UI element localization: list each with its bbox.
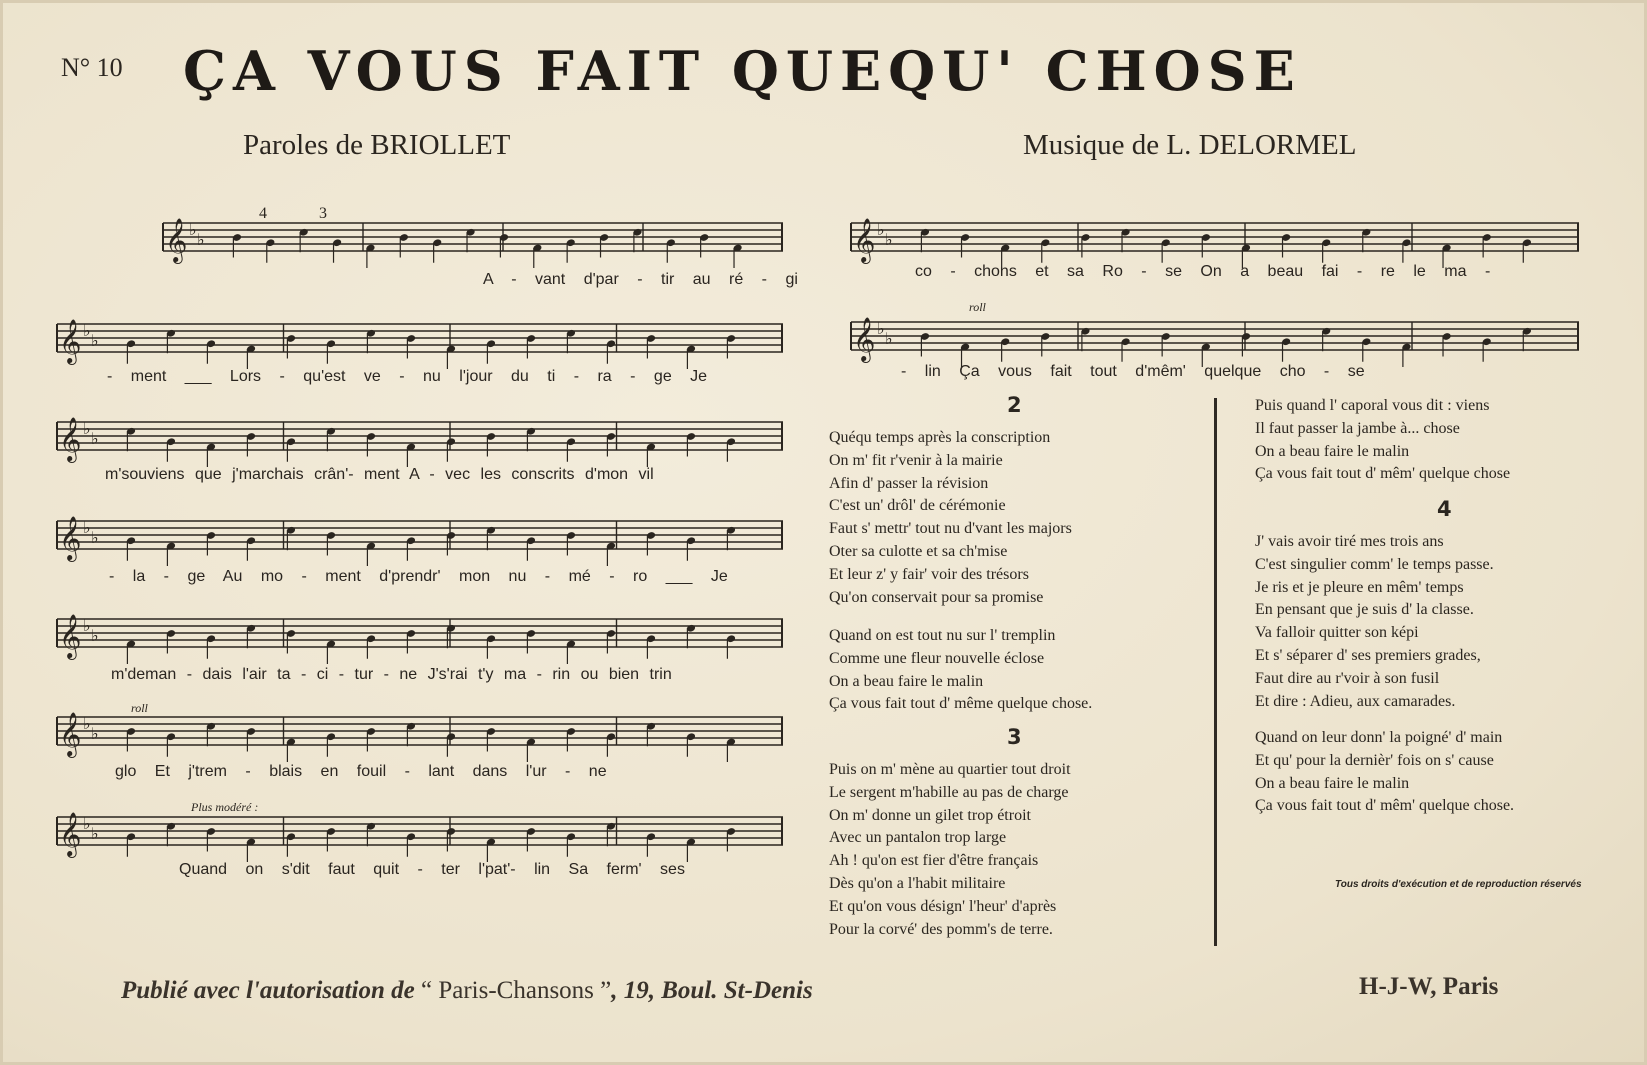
treble-clef-icon: 𝄞: [59, 614, 82, 658]
verse-line: C'est un' drôl' de cérémonie: [829, 497, 1006, 515]
lyric-line: m'deman - dais l'air ta - ci - tur - ne J's'rai t'y ma - rin ou bien trin: [111, 666, 672, 683]
verse-number: 3: [1007, 725, 1022, 749]
verse-line: On m' donne un gilet trop étroit: [829, 806, 1031, 824]
treble-clef-icon: 𝄞: [59, 319, 82, 363]
flat-icon: ♭: [83, 419, 91, 438]
verse-line: Faut dire au r'voir à son fusil: [1255, 669, 1440, 687]
verse-line: Ça vous fait tout d' mêm' quelque chose: [1255, 465, 1511, 483]
flat-icon: ♭: [877, 319, 885, 338]
music-staff: [57, 416, 783, 462]
treble-clef-icon: 𝄞: [59, 417, 82, 461]
roll-mark: roll: [131, 701, 148, 715]
tempo-mark: Plus modéré :: [191, 800, 259, 814]
verse-number: 2: [1007, 393, 1022, 417]
flat-icon: ♭: [877, 220, 885, 239]
music-staff: [57, 515, 783, 561]
verse-line: C'est singulier comm' le temps passe.: [1255, 555, 1494, 573]
printer-name: H-J-W, Paris: [1359, 973, 1499, 1000]
verse-line: Qu'on conservait pour sa promise: [829, 588, 1044, 606]
lyric-line: - ment ___ Lors - qu'est ve - nu l'jour du ti - ra - ge Je: [107, 368, 708, 385]
meter-mark: 4: [259, 205, 267, 222]
verse-line: Afin d' passer la révision: [829, 474, 989, 492]
music-staff: [57, 613, 783, 659]
flat-icon: ♭: [91, 724, 99, 743]
verse-line: Puis on m' mène au quartier tout droit: [829, 761, 1071, 778]
flat-icon: ♭: [91, 429, 99, 448]
flat-icon: ♭: [83, 616, 91, 635]
flat-icon: ♭: [83, 321, 91, 340]
verse-line: On a beau faire le malin: [1255, 442, 1410, 460]
verse-2-stanza-2: [829, 625, 1092, 716]
verse-line: Va falloir quitter son képi: [1255, 624, 1419, 642]
verse-line: Quéqu temps après la conscription: [829, 429, 1051, 446]
flat-icon: ♭: [91, 626, 99, 645]
lyricist-credit: Paroles de BRIOLLET: [243, 129, 511, 161]
verse-line: Dès qu'on a l'habit militaire: [829, 874, 1006, 892]
flat-icon: ♭: [885, 230, 893, 249]
treble-clef-icon: 𝄞: [165, 218, 188, 262]
lyric-line: - la - ge Au mo - ment d'prendr' mon nu - mé - ro ___ Je: [109, 568, 728, 585]
treble-clef-icon: 𝄞: [853, 317, 876, 361]
treble-clef-icon: 𝄞: [59, 712, 82, 756]
flat-icon: ♭: [189, 220, 197, 239]
verse-line: Il faut passer la jambe à... chose: [1255, 419, 1460, 437]
music-staff: [57, 711, 783, 757]
verse-line: J' vais avoir tiré mes trois ans: [1255, 533, 1444, 550]
verse-3-stanza-1: [829, 759, 1071, 941]
lyric-line: Quand on s'dit faut quit - ter l'pat'- lin Sa ferm' ses: [179, 861, 685, 878]
verse-line: On m' fit r'venir à la mairie: [829, 451, 1003, 469]
treble-clef-icon: 𝄞: [853, 218, 876, 262]
music-staff: [163, 217, 783, 263]
verse-line: Ah ! qu'on est fier d'être français: [829, 852, 1039, 870]
verse-line: Oter sa culotte et sa ch'mise: [829, 542, 1008, 560]
treble-clef-icon: 𝄞: [59, 516, 82, 560]
verse-line: Puis quand l' caporal vous dit : viens: [1255, 397, 1490, 414]
verse-line: Ça vous fait tout d' même quelque chose.: [829, 695, 1093, 713]
verse-line: Et qu'on vous désign' l'heur' d'après: [829, 897, 1057, 915]
music-staff: [57, 318, 783, 364]
verse-3-stanza-2: [1255, 395, 1510, 486]
publisher-name: “ Paris-Chansons ”: [421, 977, 612, 1004]
lyric-line: glo Et j'trem - blais en fouil - lant dans l'ur - ne: [115, 763, 607, 780]
treble-clef-icon: 𝄞: [59, 812, 82, 856]
verse-line: Et s' séparer d' ses premiers grades,: [1255, 646, 1481, 664]
verse-line: Je ris et je pleure en mêm' temps: [1255, 578, 1464, 596]
verse-line: Le sergent m'habille au pas de charge: [829, 783, 1069, 801]
verse-4-stanza-2: [1255, 727, 1514, 818]
music-staff: [851, 316, 1579, 362]
verse-line: Faut s' mettr' tout nu d'vant les majors: [829, 520, 1072, 538]
flat-icon: ♭: [885, 329, 893, 348]
verse-line: Et leur z' y fair' voir des trésors: [829, 565, 1029, 583]
lyric-line: A - vant d'par - tir au ré - gi: [483, 271, 798, 288]
verse-line: Et qu' pour la dernièr' fois on s' cause: [1255, 751, 1494, 769]
verse-line: On a beau faire le malin: [1255, 774, 1410, 792]
verse-number: 4: [1437, 497, 1452, 521]
music-staff: [57, 811, 783, 857]
verse-line: On a beau faire le malin: [829, 672, 984, 690]
meter-mark: 3: [319, 205, 327, 222]
flat-icon: ♭: [91, 528, 99, 547]
verse-line: Comme une fleur nouvelle éclose: [829, 649, 1045, 667]
verse-line: Ça vous fait tout d' mêm' quelque chose.: [1255, 797, 1515, 815]
verse-line: Et dire : Adieu, aux camarades.: [1255, 692, 1456, 710]
flat-icon: ♭: [197, 230, 205, 249]
roll-mark: roll: [969, 300, 986, 314]
verse-line: Quand on est tout nu sur l' tremplin: [829, 627, 1056, 644]
flat-icon: ♭: [83, 714, 91, 733]
publisher-prefix: Publié avec l'autorisation de: [121, 977, 415, 1004]
song-number: N° 10: [61, 53, 123, 82]
rights-notice: Tous droits d'exécution et de reproduction réservés: [1335, 879, 1582, 890]
verse-line: En pensant que je suis d' la classe.: [1255, 601, 1474, 619]
music-staff: [851, 217, 1579, 263]
lyric-line: co - chons et sa Ro - se On a beau fai - re le ma -: [915, 263, 1491, 280]
verse-line: Pour la corvé' des pomm's de terre.: [829, 920, 1053, 938]
lyric-line: m'souviens que j'marchais crân'- ment A - vec les conscrits d'mon vil: [105, 466, 654, 483]
flat-icon: ♭: [83, 814, 91, 833]
verse-4-stanza-1: [1255, 531, 1494, 713]
flat-icon: ♭: [91, 824, 99, 843]
publisher-line: [121, 977, 813, 1005]
flat-icon: ♭: [91, 331, 99, 350]
flat-icon: ♭: [83, 518, 91, 537]
song-title: ÇA VOUS FAIT QUEQU' CHOSE: [183, 39, 1302, 103]
publisher-address: , 19, Boul. St-Denis: [611, 977, 813, 1004]
composer-credit: Musique de L. DELORMEL: [1023, 129, 1357, 161]
verse-2-stanza-1: [829, 427, 1072, 609]
verse-line: Avec un pantalon trop large: [829, 829, 1007, 847]
verse-line: Quand on leur donn' la poigné' d' main: [1255, 729, 1503, 746]
lyric-line: - lin Ça vous fait tout d'mêm' quelque cho - se: [901, 363, 1365, 380]
column-divider: [1214, 398, 1217, 946]
